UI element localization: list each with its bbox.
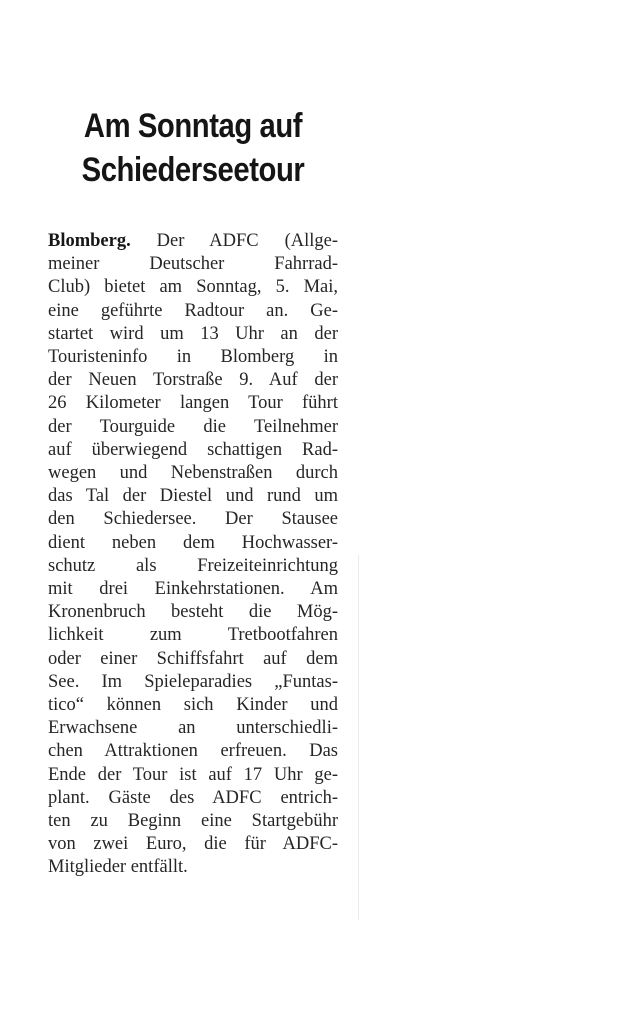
body-line: eine geführte Radtour an. Ge- bbox=[48, 300, 338, 321]
body-line: den Schiedersee. Der Stausee bbox=[48, 509, 338, 530]
body-line: tico“ können sich Kinder und bbox=[48, 695, 338, 716]
body-line: meiner Deutscher Fahrrad- bbox=[48, 254, 338, 275]
body-line-last: Mitglieder entfällt. bbox=[48, 857, 188, 878]
body-text: Der ADFC (Allge- bbox=[130, 231, 338, 251]
body-line: Erwachsene an unterschiedli- bbox=[48, 718, 338, 739]
headline-line: Schiederseetour bbox=[81, 151, 305, 189]
body-line: ten zu Beginn eine Startgebühr bbox=[48, 811, 338, 832]
body-line: Touristeninfo in Blomberg in bbox=[48, 347, 338, 368]
body-line: 26 Kilometer langen Tour führt bbox=[48, 393, 338, 414]
body-line: Ende der Tour ist auf 17 Uhr ge- bbox=[48, 764, 338, 785]
article bbox=[48, 104, 338, 880]
body-line: chen Attraktionen erfreuen. Das bbox=[48, 741, 338, 762]
body-line: wegen und Nebenstraßen durch bbox=[48, 463, 338, 484]
body-line: der Tourguide die Teilnehmer bbox=[48, 416, 338, 437]
body-line: schutz als Freizeiteinrichtung bbox=[48, 555, 338, 576]
body-line: dient neben dem Hochwasser- bbox=[48, 532, 338, 553]
body-line: Kronenbruch besteht die Mög- bbox=[48, 602, 338, 623]
body-line: lichkeit zum Tretbootfahren bbox=[48, 625, 338, 646]
column-divider bbox=[358, 555, 359, 920]
body-line: plant. Gäste des ADFC entrich- bbox=[48, 787, 338, 808]
body-line: von zwei Euro, die für ADFC- bbox=[48, 834, 338, 855]
body-line: oder einer Schiffsfahrt auf dem bbox=[48, 648, 338, 669]
body-line: mit drei Einkehrstationen. Am bbox=[48, 579, 338, 600]
body-line: das Tal der Diestel und rund um bbox=[48, 486, 338, 507]
body-line: der Neuen Torstraße 9. Auf der bbox=[48, 370, 338, 391]
headline-line: Am Sonntag auf bbox=[83, 107, 303, 145]
body-line-first bbox=[48, 230, 338, 253]
body-line: Club) bietet am Sonntag, 5. Mai, bbox=[48, 277, 338, 298]
body-line: auf überwiegend schattigen Rad- bbox=[48, 439, 338, 460]
article-body bbox=[48, 230, 338, 880]
dateline: Blomberg. bbox=[48, 231, 131, 251]
body-line: See. Im Spieleparadies „Funtas- bbox=[48, 671, 338, 692]
article-headline bbox=[68, 104, 317, 192]
body-line: startet wird um 13 Uhr an der bbox=[48, 323, 338, 344]
